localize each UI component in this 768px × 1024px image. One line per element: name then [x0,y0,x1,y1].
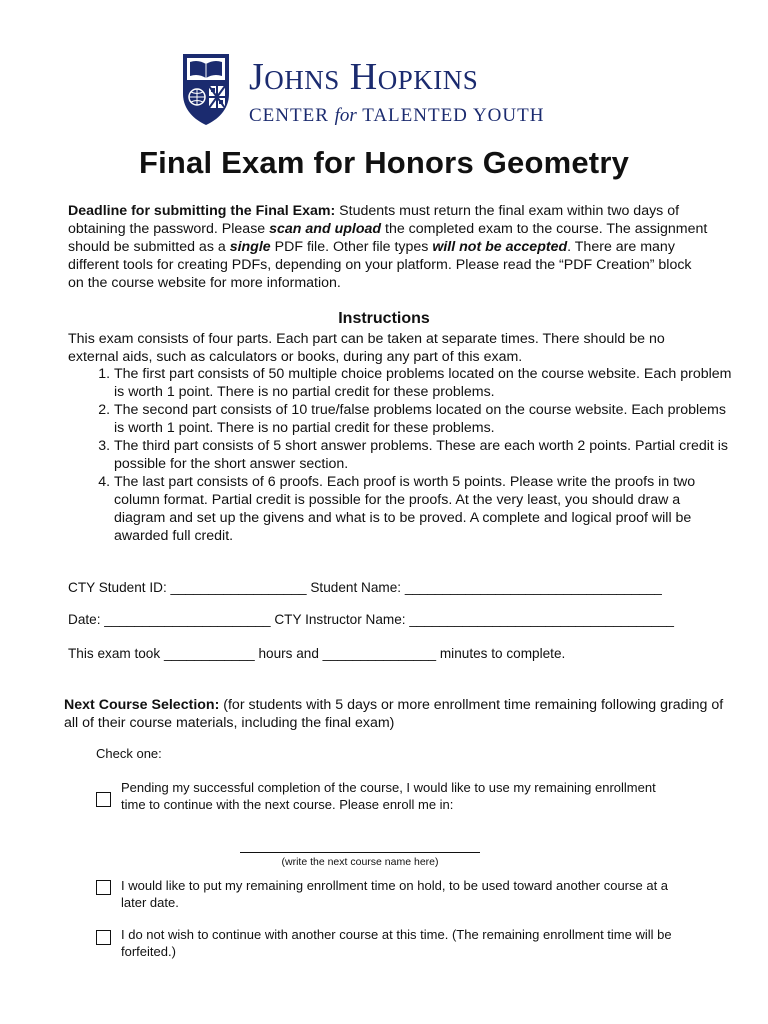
exam-title: Final Exam for Honors Geometry [138,145,630,180]
list-item: 3. The third part consists of 5 short answer problems. These are each worth 2 points. Partial credit is possible for the short answer section. [114,437,734,473]
forfeit-enrollment-checkbox[interactable] [96,930,111,945]
instructions-intro: This exam consists of four parts. Each part can be taken at separate times. There should be no external aids, such as calculators or books, during any part of this exam. [68,331,665,365]
logo-subtitle: CENTER for TALENTED YOUTH [249,105,545,126]
option-continue-text: Pending my successful completion of the course, I would like to use my remaining enrollment time to continue with the next course. Please enroll me in: [121,780,656,812]
deadline-paragraph: Deadline for submitting the Final Exam: Students must return the final exam within two days of obtaining the password. Please scan and upload the completed exam to the course. The assignment should be submitted as a single PDF file. Other file types will not be accepted. There are many different tools for creating PDFs, depending on your platform. Please read the “PDF Creation” block on the course website for more information. [68,203,708,291]
university-shield-icon [181,50,231,126]
date-instructor-field[interactable]: Date: ______________________ CTY Instructor Name: ___________________________________ [68,612,674,627]
next-course-label: Next Course Selection: [64,697,220,713]
exam-parts-list [68,365,734,545]
instructions-heading: Instructions [338,310,430,327]
list-item: 1. The first part consists of 50 multiple choice problems located on the course website. Each problem is worth 1 point. There is no partial credit for these problems. [114,365,734,401]
check-one-label: Check one: [96,746,162,761]
deadline-label: Deadline for submitting the Final Exam: [68,203,336,219]
hold-enrollment-checkbox[interactable] [96,880,111,895]
continue-next-course-checkbox[interactable] [96,792,111,807]
option-forfeit-text: I do not wish to continue with another course at this time. (The remaining enrollment time will be forfeited.) [121,927,672,959]
logo-name: Johns Hopkins [249,56,479,98]
jhu-cty-logo [181,50,601,130]
next-course-paragraph: Next Course Selection: (for students with 5 days or more enrollment time remaining following grading of all of their course materials, including the final exam) [64,697,724,731]
option-hold-text: I would like to put my remaining enrollment time on hold, to be used toward another course at a later date. [121,878,669,910]
list-item: 2. The second part consists of 10 true/false problems located on the course website. Each problems is worth 1 point. There is no partial credit for these problems. [114,401,734,437]
next-course-caption: (write the next course name here) [281,856,439,868]
time-taken-field[interactable]: This exam took ____________ hours and _______________ minutes to complete. [68,646,566,661]
student-id-name-field[interactable]: CTY Student ID: __________________ Student Name: __________________________________ [68,580,662,595]
list-item: 4. The last part consists of 6 proofs. Each proof is worth 5 points. Please write the proofs in two column format. Partial credit is possible for the proofs. At the very least, you should draw a diagram and set up the givens and what is to be proved. A complete and logical proof will be awarded full credit. [114,473,734,545]
next-course-name-line[interactable] [240,852,480,853]
